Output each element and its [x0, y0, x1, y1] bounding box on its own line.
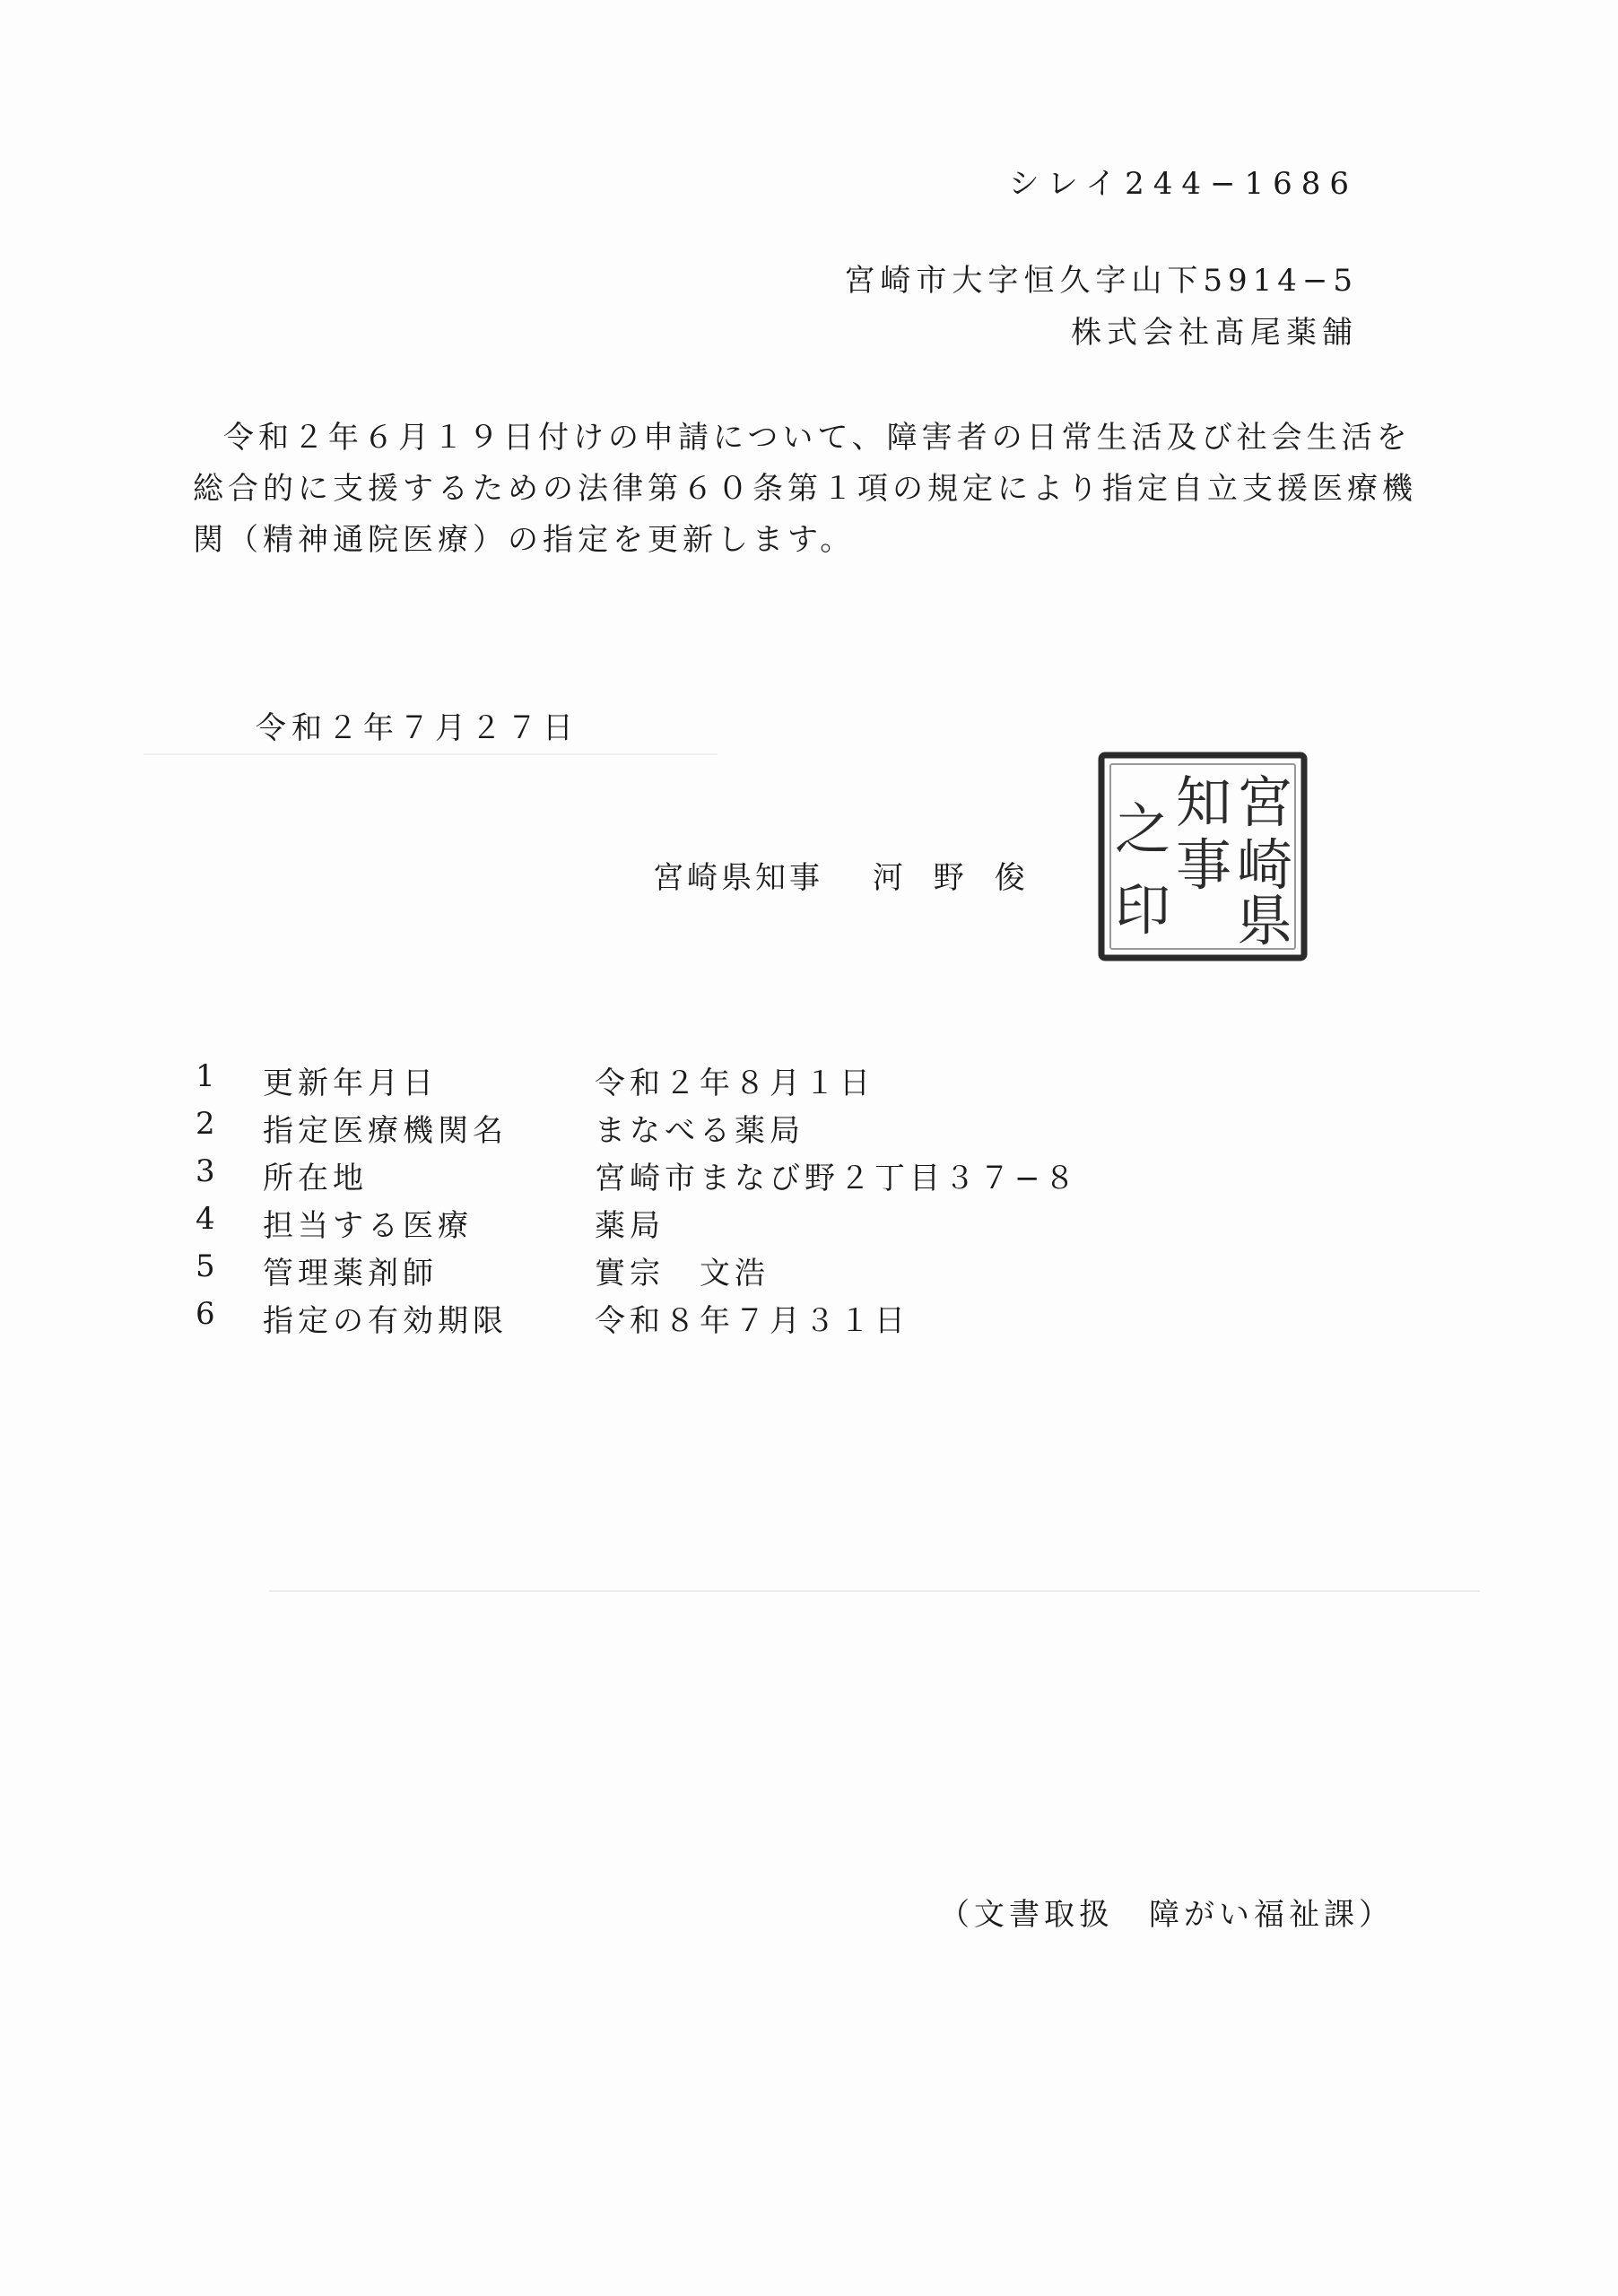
item-value: まなべる薬局	[595, 1113, 805, 1149]
item-number: 1	[196, 1058, 220, 1094]
svg-text:之: 之	[1114, 796, 1171, 862]
item-number: 2	[196, 1106, 220, 1142]
notice-body-line: 令和２年６月１９日付けの申請について、障害者の日常生活及び社会生活を	[223, 420, 1412, 456]
item-value: 實宗 文浩	[595, 1256, 770, 1292]
svg-text:県: 県	[1236, 888, 1293, 953]
svg-text:知: 知	[1175, 770, 1232, 835]
item-value: 薬局	[595, 1208, 665, 1244]
item-label: 所在地	[263, 1161, 368, 1196]
signer-title: 宮崎県知事	[653, 860, 823, 896]
notice-body-line: 関（精神通院医療）の指定を更新します。	[193, 522, 856, 558]
svg-text:印: 印	[1114, 877, 1171, 943]
official-seal-stamp	[1096, 750, 1309, 963]
svg-text:宮: 宮	[1236, 770, 1293, 835]
document-number: シレイ244−1686	[1008, 166, 1358, 202]
footer-note: （文書取扱 障がい福祉課）	[939, 1897, 1394, 1933]
item-number: 5	[196, 1248, 220, 1284]
issue-date: 令和２年７月２７日	[256, 710, 578, 746]
item-number: 4	[196, 1201, 220, 1237]
item-label: 更新年月日	[263, 1065, 438, 1101]
item-value: 令和８年７月３１日	[595, 1303, 909, 1339]
recipient-address: 宮崎市大字恒久字山下5914−5	[844, 263, 1358, 299]
scan-artifact	[144, 753, 718, 755]
svg-text:崎: 崎	[1236, 832, 1293, 898]
signer	[653, 860, 1056, 896]
item-label: 指定医療機関名	[263, 1113, 508, 1149]
item-value: 令和２年８月１日	[595, 1065, 874, 1101]
scan-artifact	[269, 1590, 1480, 1592]
item-label: 指定の有効期限	[263, 1303, 508, 1339]
item-number: 6	[196, 1296, 220, 1332]
item-label: 担当する医療	[263, 1208, 473, 1244]
item-value: 宮崎市まなび野２丁目３７−８	[595, 1161, 1080, 1196]
recipient-name: 株式会社髙尾薬舗	[1071, 315, 1358, 351]
item-label: 管理薬剤師	[263, 1256, 438, 1292]
svg-text:事: 事	[1175, 832, 1232, 898]
notice-body-line: 総合的に支援するための法律第６０条第１項の規定により指定自立支援医療機	[193, 471, 1417, 507]
notice-body	[193, 413, 1417, 566]
signer-name: 河野俊	[872, 860, 1056, 896]
item-number: 3	[196, 1153, 220, 1189]
